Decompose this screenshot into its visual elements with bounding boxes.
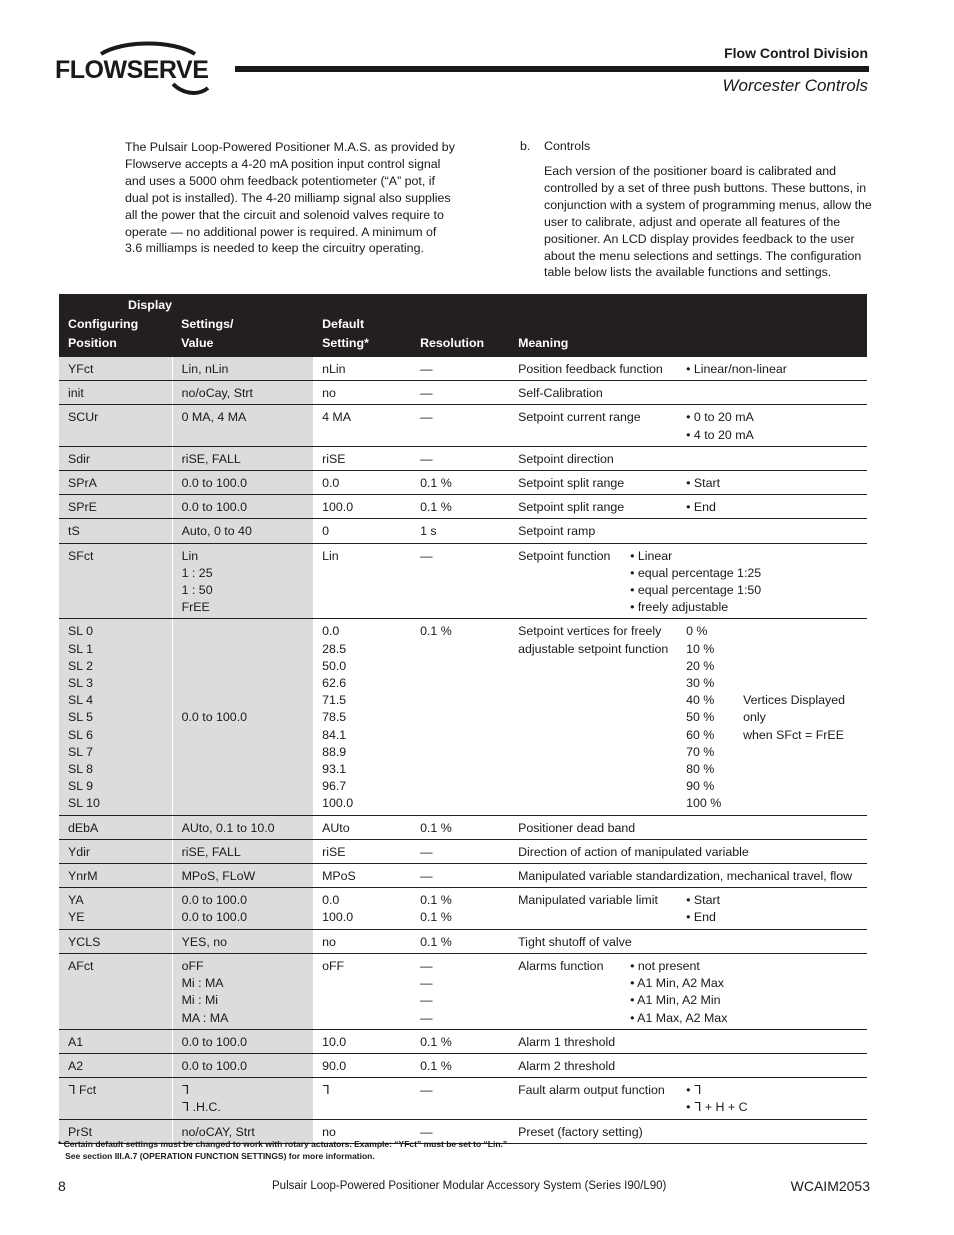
meaning-group — [518, 892, 867, 926]
header-configuring: Configuring — [68, 317, 139, 331]
cell-settings: no/oCAY, Strt — [172, 1119, 313, 1143]
cell-position: YCLS — [59, 929, 172, 953]
meaning-text: Setpoint function — [518, 548, 611, 563]
cell-default: 0.0 100.0 — [313, 888, 411, 929]
cell-settings: ᒣ ᒣ .H.C. — [172, 1078, 313, 1119]
cell-settings: 0.0 to 100.0 — [172, 1053, 313, 1077]
cell-settings: YES, no — [172, 929, 313, 953]
cell-position: SL 0 SL 1 SL 2 SL 3 SL 4 SL 5 SL 6 SL 7 SL 8 SL 9 SL 10 — [59, 619, 172, 815]
meaning-group — [518, 548, 867, 617]
header-settings — [172, 294, 313, 357]
cell-resolution: — — [411, 864, 509, 888]
meaning-options: • not present • A1 Min, A2 Max • A1 Min, A2 Min • A1 Max, A2 Max — [630, 958, 728, 1025]
meaning-options: • End — [686, 500, 716, 515]
footnote: * Certain default settings must be changed to work with rotary actuators. Example: “YFct” must be set to “Lin.” See section III.A.7 (OPERATION FUNCTION SETTINGS) for more information. — [58, 1139, 508, 1161]
document-code: WCAIM2053 — [790, 1178, 870, 1194]
cell-settings: riSE, FALL — [172, 839, 313, 863]
cell-settings: 0 MA, 4 MA — [172, 405, 313, 446]
cell-meaning — [509, 543, 867, 619]
cell-settings: Lin, nLin — [172, 357, 313, 381]
table-row — [59, 1078, 867, 1119]
cell-meaning — [509, 405, 867, 446]
cell-settings: AUto, 0.1 to 10.0 — [172, 815, 313, 839]
meaning-text: Setpoint split range — [518, 476, 625, 491]
header-display: Display — [128, 298, 173, 312]
division-label: Flow Control Division — [724, 45, 868, 61]
cell-position: dEbA — [59, 815, 172, 839]
cell-meaning: Alarm 2 threshold — [509, 1053, 867, 1077]
cell-meaning — [509, 471, 867, 495]
meaning-group — [518, 409, 867, 443]
cell-settings: Auto, 0 to 40 — [172, 519, 313, 543]
meaning-options: • Linear/non-linear — [686, 362, 787, 376]
cell-meaning: Direction of action of manipulated variable — [509, 839, 867, 863]
cell-resolution: 0.1 % — [411, 619, 509, 815]
cell-resolution: — — [411, 405, 509, 446]
header-default-label: Default — [322, 317, 365, 331]
meaning-options: • Start — [686, 476, 721, 491]
meaning-text: Setpoint current range — [518, 410, 641, 425]
meaning-group — [518, 623, 867, 812]
cell-resolution: — — — — — [411, 953, 509, 1029]
meaning-options: • ᒣ • ᒣ + H + C — [686, 1083, 748, 1115]
cell-meaning: Alarm 1 threshold — [509, 1029, 867, 1053]
cell-position: SPrE — [59, 495, 172, 519]
cell-default: 90.0 — [313, 1053, 411, 1077]
cell-position: AFct — [59, 953, 172, 1029]
cell-position: SCUr — [59, 405, 172, 446]
table-row — [59, 864, 867, 888]
table-row — [59, 519, 867, 543]
cell-position: YnrM — [59, 864, 172, 888]
cell-default: no — [313, 929, 411, 953]
meaning-text: Fault alarm output function — [518, 1083, 665, 1098]
cell-resolution: — — [411, 446, 509, 470]
cell-default: riSE — [313, 446, 411, 470]
footer-title: Pulsair Loop-Powered Positioner Modular Accessory System (Series I90/L90) — [272, 1180, 667, 1192]
cell-default: 0.0 — [313, 471, 411, 495]
meaning-group — [518, 499, 867, 516]
cell-meaning: Setpoint ramp — [509, 519, 867, 543]
cell-default: 100.0 — [313, 495, 411, 519]
header-value-label: Value — [181, 336, 214, 350]
cell-default: 4 MA — [313, 405, 411, 446]
cell-settings: oFF Mi : MA Mi : Mi MA : MA — [172, 953, 313, 1029]
header-rule — [235, 66, 869, 72]
cell-resolution: — — [411, 839, 509, 863]
cell-settings: 0.0 to 100.0 — [172, 619, 313, 815]
cell-resolution: 0.1 % — [411, 815, 509, 839]
cell-position: Ydir — [59, 839, 172, 863]
cell-meaning — [509, 619, 867, 815]
meaning-text: Position feedback function — [518, 362, 663, 376]
cell-settings: Lin 1 : 25 1 : 50 FrEE — [172, 543, 313, 619]
cell-meaning: Self-Calibration — [509, 381, 867, 405]
cell-settings: no/oCay, Strt — [172, 381, 313, 405]
cell-position: Sdir — [59, 446, 172, 470]
cell-default: ᒣ — [313, 1078, 411, 1119]
cell-settings: riSE, FALL — [172, 446, 313, 470]
controls-heading: Controls — [544, 139, 591, 153]
meaning-text: Alarms function — [518, 958, 604, 973]
cell-default: AUto — [313, 815, 411, 839]
table-row — [59, 619, 867, 815]
table-row — [59, 405, 867, 446]
cell-position: SFct — [59, 543, 172, 619]
table-row — [59, 839, 867, 863]
cell-meaning — [509, 357, 867, 381]
meaning-text: Manipulated variable limit — [518, 893, 658, 908]
cell-default: no — [313, 381, 411, 405]
controls-letter: b. — [520, 139, 531, 153]
cell-resolution: 0.1 % — [411, 1029, 509, 1053]
cell-meaning — [509, 1078, 867, 1119]
cell-default: nLin — [313, 357, 411, 381]
table-row — [59, 815, 867, 839]
table-row — [59, 471, 867, 495]
cell-meaning: Positioner dead band — [509, 815, 867, 839]
cell-resolution: 1 s — [411, 519, 509, 543]
cell-position: PrSt — [59, 1119, 172, 1143]
meaning-group — [518, 1082, 867, 1116]
cell-position: tS — [59, 519, 172, 543]
header-meaning: Meaning — [509, 294, 867, 357]
cell-resolution: 0.1 % 0.1 % — [411, 888, 509, 929]
cell-meaning: Tight shutoff of valve — [509, 929, 867, 953]
flowserve-logo — [55, 38, 215, 100]
cell-resolution: 0.1 % — [411, 471, 509, 495]
table-row — [59, 446, 867, 470]
meaning-group — [518, 475, 867, 492]
meaning-options: • 0 to 20 mA • 4 to 20 mA — [686, 410, 754, 442]
header-default — [313, 294, 411, 357]
cell-default: no — [313, 1119, 411, 1143]
meaning-text: Setpoint vertices for freely adjustable setpoint function — [518, 624, 669, 656]
page-number: 8 — [58, 1178, 66, 1194]
logo-wordmark: FLOWSERVE — [55, 56, 209, 84]
header-resolution: Resolution — [411, 294, 509, 357]
cell-resolution: — — [411, 1119, 509, 1143]
intro-paragraph: The Pulsair Loop-Powered Positioner M.A.S. as provided by Flowserve accepts a 4-20 mA position input control signal and uses a 5000 ohm feedback potentiometer (“A” pot, if dual pot is installed). The 4-20 milliamp signal also supplies all the power that the circuit and solenoid valves require to operate — no additional power is required. A minimum of 3.6 milliamps is needed to keep the circuitry operating. — [125, 140, 455, 256]
cell-settings: 0.0 to 100.0 — [172, 471, 313, 495]
cell-default: MPoS — [313, 864, 411, 888]
cell-settings: 0.0 to 100.0 — [172, 1029, 313, 1053]
table-row — [59, 888, 867, 929]
cell-default: Lin — [313, 543, 411, 619]
meaning-group — [518, 361, 867, 378]
cell-meaning — [509, 953, 867, 1029]
meaning-options: • Linear • equal percentage 1:25 • equal percentage 1:50 • freely adjustable — [630, 548, 762, 615]
meaning-group — [518, 958, 867, 1027]
cell-meaning — [509, 495, 867, 519]
header-settings-label: Settings/ — [181, 317, 234, 331]
meaning-options: 0 % 10 % 20 % 30 % 40 % 50 % 60 % 70 % 80 % 90 % 100 % — [686, 624, 722, 811]
cell-default: riSE — [313, 839, 411, 863]
cell-settings: 0.0 to 100.0 — [172, 495, 313, 519]
cell-default: 0 — [313, 519, 411, 543]
meaning-note: Vertices Displayed only when SFct = FrEE — [743, 693, 846, 742]
brand-label: Worcester Controls — [722, 76, 868, 95]
table-header-row — [59, 294, 867, 357]
cell-position: ᒣ Fct — [59, 1078, 172, 1119]
cell-resolution: — — [411, 543, 509, 619]
cell-default: 0.0 28.5 50.0 62.6 71.5 78.5 84.1 88.9 93.1 96.7 100.0 — [313, 619, 411, 815]
meaning-options: • Start • End — [686, 893, 721, 925]
cell-resolution: 0.1 % — [411, 929, 509, 953]
cell-settings: 0.0 to 100.0 0.0 to 100.0 — [172, 888, 313, 929]
cell-default: oFF — [313, 953, 411, 1029]
header-position-label: Position — [68, 336, 117, 350]
meaning-text: Setpoint split range — [518, 500, 625, 515]
header-setting-label: Setting* — [322, 336, 369, 350]
table-row — [59, 929, 867, 953]
cell-meaning: Manipulated variable standardization, mechanical travel, flow — [509, 864, 867, 888]
cell-resolution: — — [411, 357, 509, 381]
table-body — [59, 357, 867, 1143]
cell-position: init — [59, 381, 172, 405]
cell-position: A2 — [59, 1053, 172, 1077]
cell-meaning — [509, 888, 867, 929]
table-row — [59, 1029, 867, 1053]
cell-position: A1 — [59, 1029, 172, 1053]
table-row — [59, 357, 867, 381]
header-position — [59, 294, 172, 357]
cell-position: SPrA — [59, 471, 172, 495]
cell-position: YFct — [59, 357, 172, 381]
table-row — [59, 381, 867, 405]
cell-resolution: 0.1 % — [411, 1053, 509, 1077]
cell-resolution: 0.1 % — [411, 495, 509, 519]
configuration-table — [59, 294, 867, 1144]
cell-default: 10.0 — [313, 1029, 411, 1053]
cell-resolution: — — [411, 381, 509, 405]
table-row — [59, 953, 867, 1029]
cell-settings: MPoS, FLoW — [172, 864, 313, 888]
table-row — [59, 495, 867, 519]
cell-position: YA YE — [59, 888, 172, 929]
cell-meaning: Preset (factory setting) — [509, 1119, 867, 1143]
controls-paragraph: Each version of the positioner board is calibrated and controlled by a set of three push buttons. These buttons, in conjunction with a system of programming menus, allow the user to calibrate, adjust and operate all features of the positioner. An LCD display provides feedback to the user about the menu selections and settings. The configuration table below lists the available functions and settings. — [544, 164, 872, 280]
cell-resolution: — — [411, 1078, 509, 1119]
table-row — [59, 543, 867, 619]
table-row — [59, 1053, 867, 1077]
cell-meaning: Setpoint direction — [509, 446, 867, 470]
